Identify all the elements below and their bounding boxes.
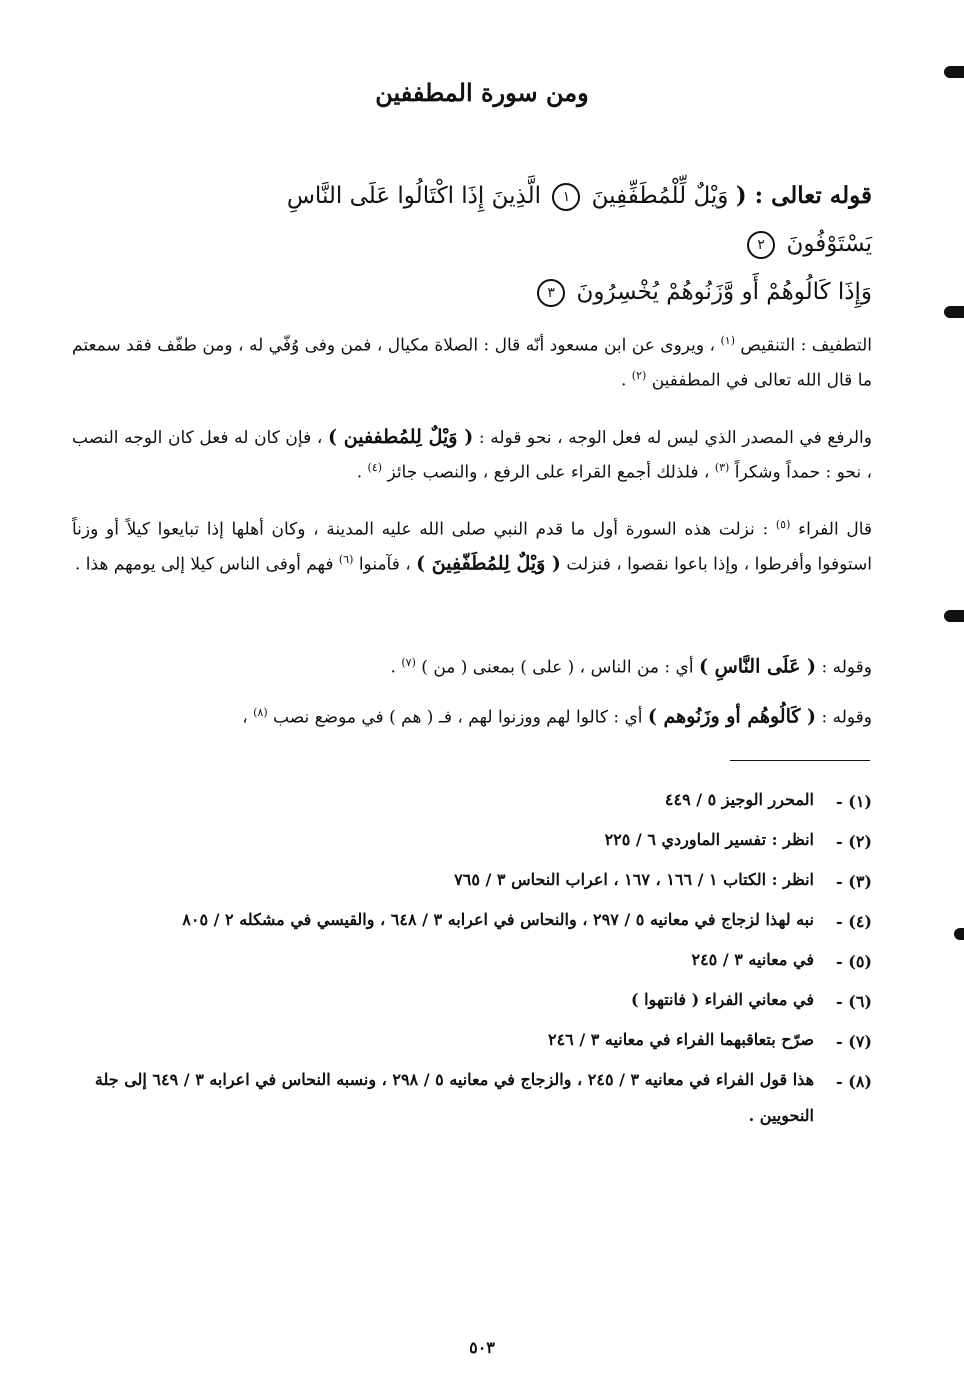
paragraph-kaluhum xyxy=(72,698,872,733)
paragraph-text: أي : كالوا لهم ووزنوا لهم ، فـ ( هم ) في موضع نصب xyxy=(273,707,643,728)
footnote-text: المحرر الوجيز ٥ / ٤٤٩ xyxy=(664,790,814,809)
paragraph-text: وقوله : xyxy=(821,657,872,678)
verse-text: وَيْلٌ لِّلْمُطَفِّفِينَ xyxy=(591,183,729,209)
footnote-ref: (٥) xyxy=(775,518,791,531)
verse-intro: قوله تعالى : ( xyxy=(735,182,872,209)
paragraph-text: : نزلت هذه السورة أول ما قدم النبي صلى الله عليه المدينة ، وكان أهلها إذا تبايعوا كيلاً أو وزناً استوفوا وأفرطوا ، وإذا باعوا نقصوا ، فنزلت xyxy=(72,519,872,575)
paragraph-text: . xyxy=(356,462,363,483)
binding-mark xyxy=(944,306,964,318)
footnote-text: انظر : الكتاب ١ / ١٦٦ ، ١٦٧ ، اعراب النحاس ٣ / ٧٦٥ xyxy=(454,870,814,889)
surah-heading: ومن سورة المطففين xyxy=(375,78,589,107)
quran-verse-block xyxy=(222,172,872,316)
footnote-ref: (٦) xyxy=(338,552,354,566)
paragraph-text: ، xyxy=(242,707,248,728)
footnote-item xyxy=(92,942,872,982)
paragraph-text: فهم أوفى الناس كيلا إلى يومهم هذا . xyxy=(74,554,334,575)
footnote-number: (٤) - xyxy=(836,912,872,931)
paragraph-text: أي : من الناس ، ( على ) بمعنى ( من ) xyxy=(421,657,694,678)
footnote-text: في معانيه ٣ / ٢٤٥ xyxy=(691,950,814,969)
paragraph-text: . xyxy=(620,370,627,391)
verse-text: الَّذِينَ إِذَا اكْتَالُوا عَلَى النَّاسِ يَسْتَوْفُونَ xyxy=(286,183,872,257)
ayah-number: ١ xyxy=(552,183,580,211)
footnote-number: (٥) - xyxy=(836,952,872,971)
ayah-number: ٢ xyxy=(747,231,775,259)
paragraph-text: قال الفراء xyxy=(798,519,873,540)
footnote-item xyxy=(92,1022,872,1062)
paragraph-ala-annas xyxy=(72,648,872,683)
footnote-ref: (٧) xyxy=(401,656,416,669)
footnotes-list xyxy=(92,782,872,1134)
footnote-item xyxy=(92,902,872,942)
quran-quote: ( كَالُوهُم أو وزَنُوهم ) xyxy=(647,705,817,728)
paragraph-text: ، ويروى عن ابن مسعود أنّه قال : الصلاة مكيال ، فمن وفى وُفّي له ، ومن طفّف فقد سمعتم ما قال الله تعالى في المطففين xyxy=(72,335,872,391)
paragraph-raf xyxy=(72,422,872,488)
footnote-item xyxy=(92,782,872,822)
footnote-number: (١) - xyxy=(836,792,872,811)
paragraph-text: ، فلذلك أجمع القراء على الرفع ، والنصب جائز xyxy=(387,462,710,483)
footnote-item xyxy=(92,822,872,862)
footnote-text: في معاني الفراء ( فانتهوا ) xyxy=(630,990,814,1009)
paragraph-text: والرفع في المصدر الذي ليس له فعل الوجه ، نحو قوله : xyxy=(478,428,872,448)
paragraph-text: التطفيف : التنقيص xyxy=(740,335,873,356)
paragraph-tatfif xyxy=(72,326,872,395)
footnote-ref: (٢) xyxy=(631,368,647,382)
footnote-number: (٨) - xyxy=(836,1072,872,1091)
paragraph-text: وقوله : xyxy=(821,707,872,728)
footnote-item xyxy=(92,1062,872,1134)
verse-text: وَإِذَا كَالُوهُمْ أَو وَّزَنُوهُمْ يُخْسِرُونَ xyxy=(576,279,872,305)
paragraph-text: ، فإن كان له فعل كان الوجه النصب ، نحو : حمداً وشكراً xyxy=(72,428,872,483)
paragraph-text: . xyxy=(390,657,396,678)
footnote-ref: (٨) xyxy=(253,706,268,719)
paragraph-farra xyxy=(72,510,872,579)
page-number: ٥٠٣ xyxy=(469,1338,495,1357)
footnote-number: (٧) - xyxy=(836,1032,872,1051)
footnote-separator xyxy=(730,760,870,761)
footnote-ref: (٣) xyxy=(714,461,730,474)
quran-quote: ( عَلَى النَّاسِ ) xyxy=(698,655,817,678)
footnote-text: هذا قول الفراء في معانيه ٣ / ٢٤٥ ، والزجاج في معانيه ٥ / ٢٩٨ ، ونسبه النحاس في اعرابه ٣ / ٦٤٩ إلى جلة النحويين . xyxy=(94,1070,814,1125)
footnote-number: (٦) - xyxy=(836,992,872,1011)
footnote-ref: (٤) xyxy=(367,461,383,474)
ayah-number: ٣ xyxy=(537,279,565,307)
footnote-item xyxy=(92,862,872,902)
quran-quote: ( وَيْلٌ لِلمُطففين ) xyxy=(327,426,474,448)
paragraph-text: ، فآمنوا xyxy=(358,554,411,575)
binding-mark xyxy=(954,928,964,940)
footnote-item xyxy=(92,982,872,1022)
quran-quote: ( وَيْلٌ لِلمُطَفّفِينَ ) xyxy=(416,552,561,575)
footnote-ref: (١) xyxy=(720,334,735,347)
footnote-number: (٣) - xyxy=(836,872,872,891)
footnote-text: انظر : تفسير الماوردي ٦ / ٢٢٥ xyxy=(604,830,814,849)
binding-mark xyxy=(944,610,964,622)
footnote-text: صرّح بتعاقبهما الفراء في معانيه ٣ / ٢٤٦ xyxy=(547,1030,814,1049)
binding-mark xyxy=(944,66,964,78)
footnote-number: (٢) - xyxy=(836,832,872,851)
footnote-text: نبه لهذا لزجاج في معانيه ٥ / ٢٩٧ ، والنحاس في اعرابه ٣ / ٦٤٨ ، والقيسي في مشكله ٢ / ٨٠٥ xyxy=(182,910,814,929)
